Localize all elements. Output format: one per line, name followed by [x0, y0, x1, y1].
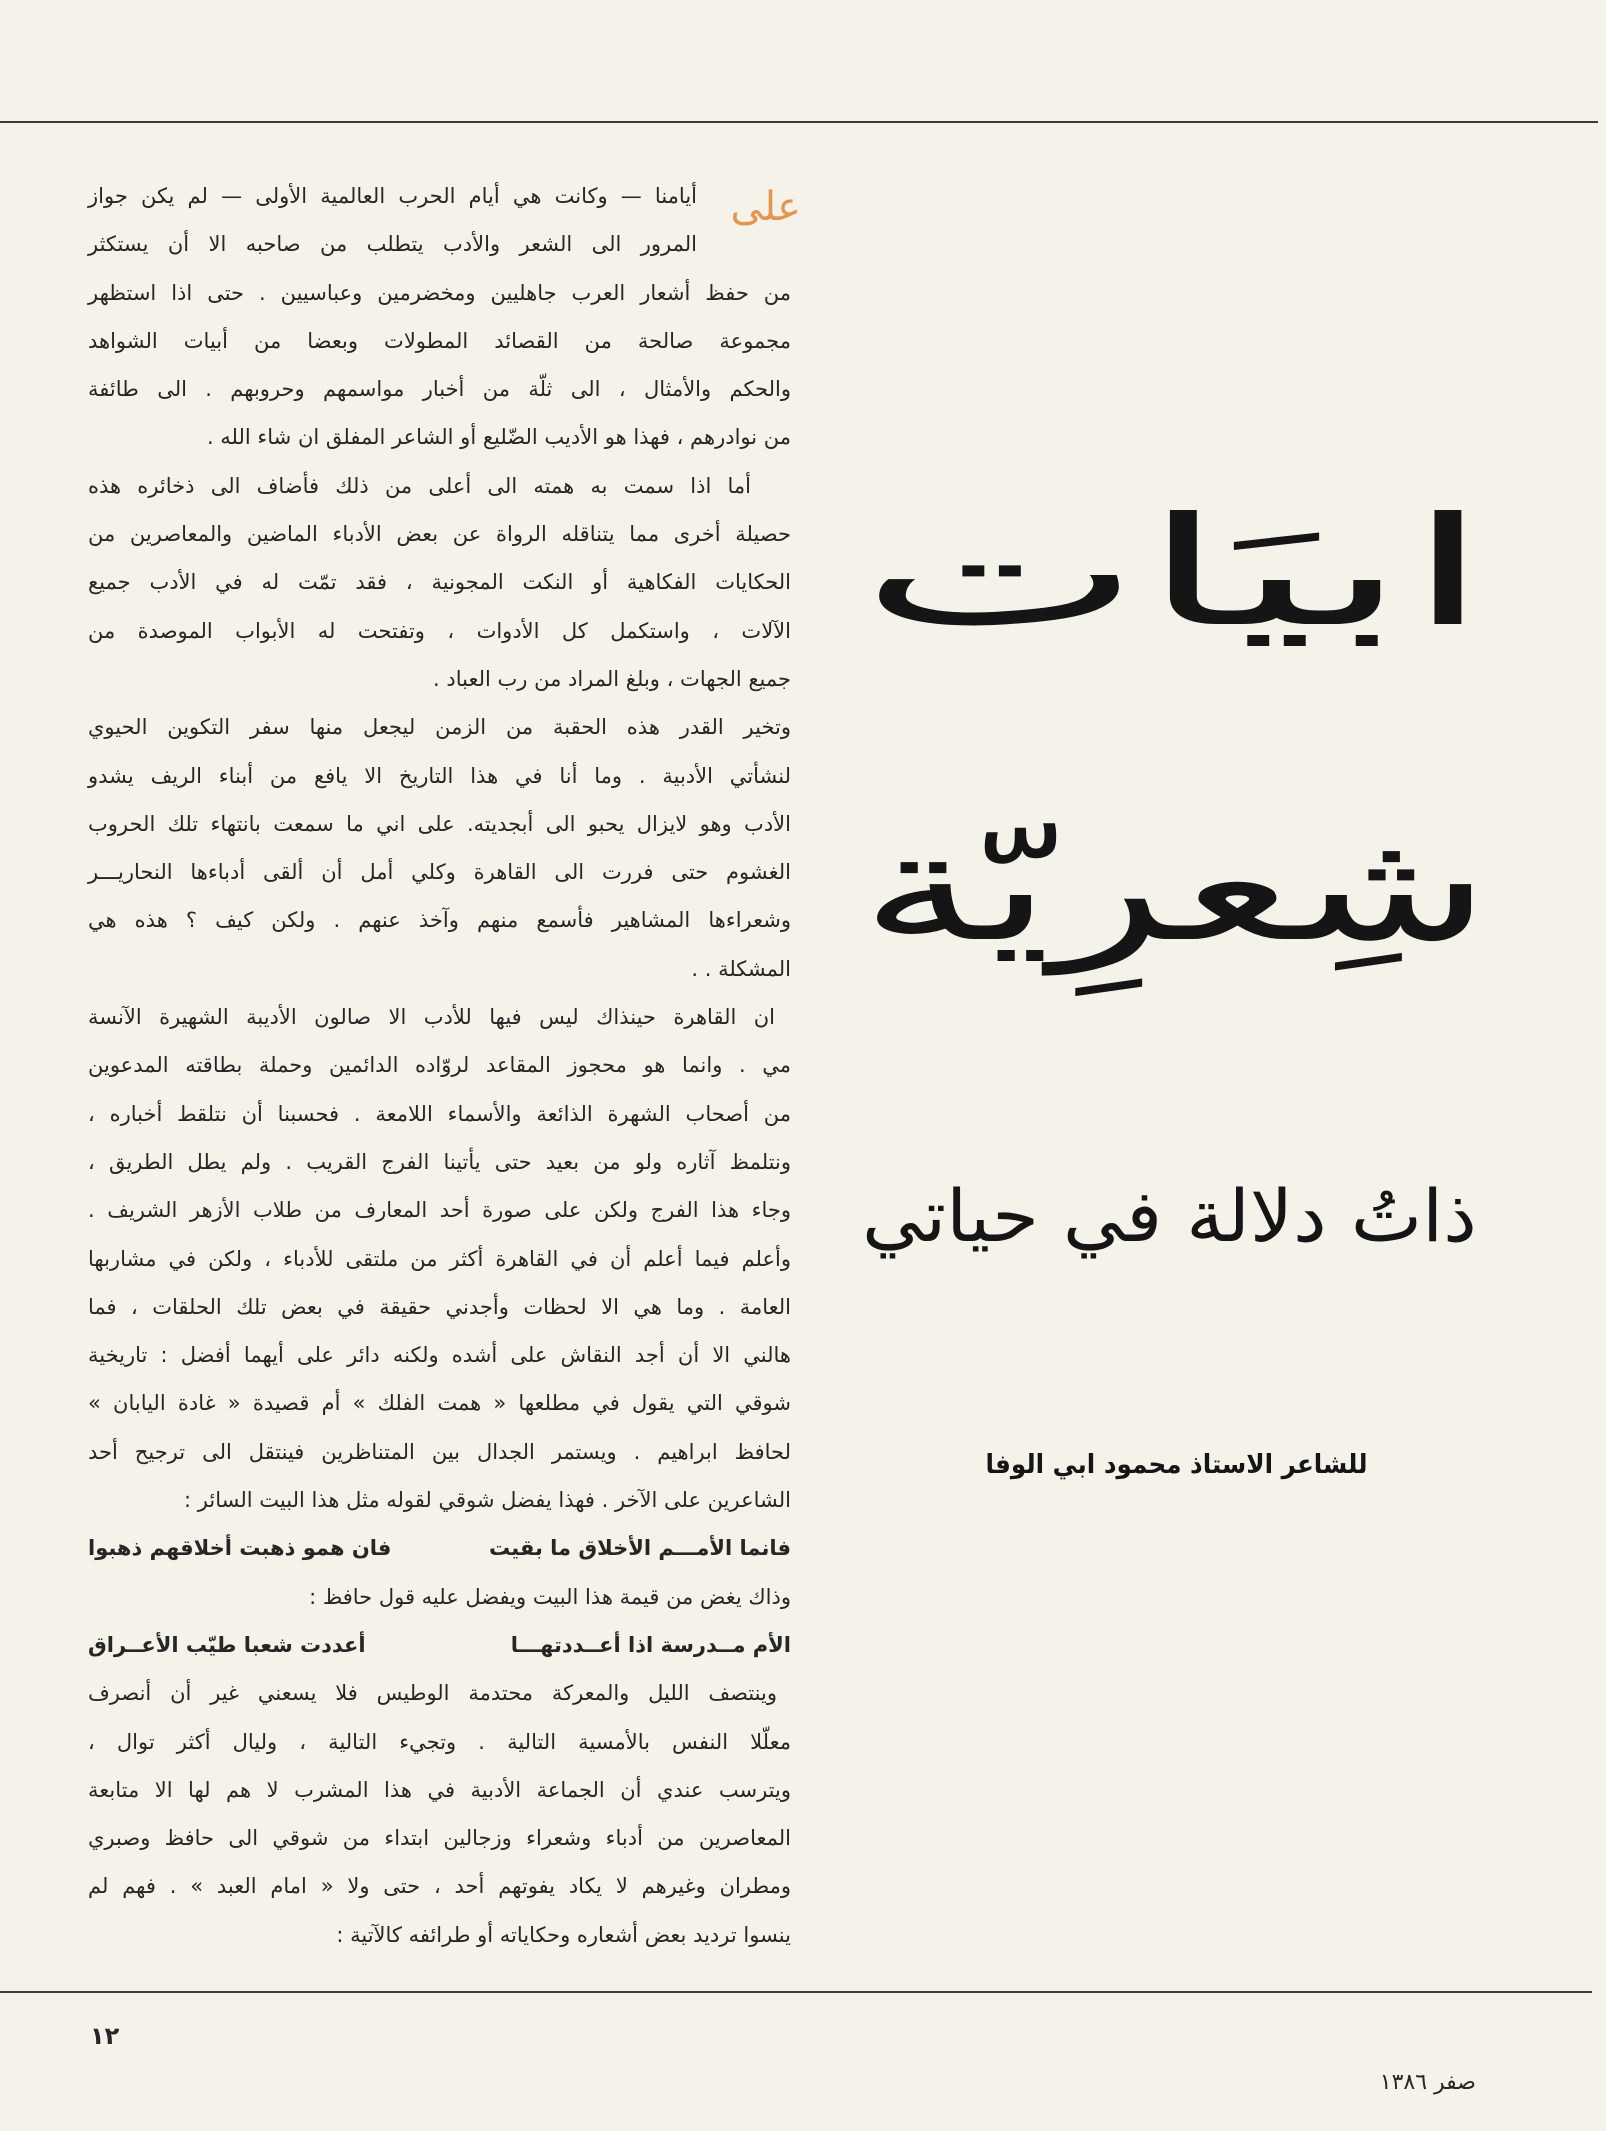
paragraph [88, 703, 791, 993]
verse-hemistich: أعددت شعبا طيّب الأعــراق [88, 1632, 366, 1657]
paragraph [88, 1669, 791, 1959]
top-rule [0, 121, 1598, 123]
text-line: الحكايات الفكاهية أو النكت المجونية ، فقد تمّت له في الأدب جميع [88, 570, 791, 595]
title-line-1 [860, 488, 1490, 658]
text-line: أما اذا سمت به همته الى أعلى من ذلك فأضاف الى ذخائره هذه [88, 473, 751, 498]
text-line: وذاك يغض من قيمة هذا البيت ويفضل عليه قول حافظ : [309, 1584, 791, 1609]
text-line: الغشوم حتى فررت الى القاهرة وكلي أمل أن ألقى أدباءها النحاريـــر [88, 860, 791, 885]
paragraph [88, 1573, 791, 1621]
text-line: مجموعة صالحة من القصائد المطولات وبعضا من أبيات الشواهد [88, 328, 791, 353]
title-line-2 [860, 803, 1490, 973]
title-line-1-text: ابيَات [860, 486, 1490, 660]
verse-hemistich: فانما الأمـــم الأخلاق ما بقيت [489, 1536, 791, 1561]
page-number: ١٢ [90, 2022, 120, 2050]
text-line: وشعراءها المشاهير فأسمع منهم وآخذ عنهم . ولكن كيف ؟ هذه هي [88, 908, 791, 933]
article-body [88, 172, 791, 1959]
verse-hemistich: فان همو ذهبت أخلاقهم ذهبوا [88, 1536, 392, 1561]
text-line: معلّلا النفس بالأمسية التالية . وتجيء التالية ، وليال أكثر توال ، [88, 1729, 791, 1754]
text-line: وجاء هذا الفرج ولكن على صورة أحد المعارف من طلاب الأزهر الشريف . [88, 1198, 791, 1223]
text-line: الآلات ، واستكمل كل الأدوات ، وتفتحت له الأبواب الموصدة من [88, 618, 791, 643]
text-line: من حفظ أشعار العرب جاهليين ومخضرمين وعباسيين . حتى اذا استظهر [88, 280, 791, 305]
verse-hemistich: الأم مــدرسة اذا أعــددتهـــا [510, 1632, 791, 1657]
text-line: الأدب وهو لايزال يحبو الى أبجديته. على اني ما سمعت بانتهاء تلك الحروب [88, 811, 791, 836]
text-line: جميع الجهات ، وبلغ المراد من رب العباد . [433, 666, 791, 691]
issue-date: صفر ١٣٨٦ [1379, 2070, 1476, 2095]
text-line: شوقي التي يقول في مطلعها « همت الفلك » أم قصيدة « غادة اليابان » [88, 1391, 791, 1416]
text-line: لحافظ ابراهيم . ويستمر الجدال بين المتناظرين فينتقل الى ترجيح أحد [88, 1439, 791, 1464]
text-line: هالني الا أن أجد النقاش على أشده ولكنه دائر على أيهما أفضل : تاريخية [88, 1343, 791, 1368]
text-line: العامة . وما هي الا لحظات وأجدني حقيقة في بعض تلك الحلقات ، فما [88, 1294, 791, 1319]
text-line: ومطران وغيرهم لا يكاد يفوتهم أحد ، حتى ولا « امام العبد » . فهم لم [88, 1874, 791, 1899]
subtitle [862, 1171, 1477, 1261]
paragraph [88, 172, 791, 462]
verse-line [88, 1621, 791, 1669]
text-line: ونتلمظ آثاره ولو من بعيد حتى يأتينا الفرج القريب . ولم يطل الطريق ، [88, 1149, 791, 1174]
author-text: للشاعر الاستاذ محمود ابي الوفا [985, 1450, 1367, 1480]
text-line: ان القاهرة حينذاك ليس فيها للأدب الا صالون الأديبة الشهيرة الآنسة [88, 1005, 775, 1030]
paragraph [88, 993, 791, 1524]
paragraph [88, 462, 791, 703]
text-line: أيامنا — وكانت هي أيام الحرب العالمية الأولى — لم يكن جواز [88, 184, 697, 208]
verse-line [88, 1524, 791, 1572]
text-line: المعاصرين من أدباء وشعراء وزجالين ابتداء من شوقي الى حافظ وصبري [88, 1826, 791, 1851]
text-line: المرور الى الشعر والأدب يتطلب من صاحبه الا أن يستكثر [88, 232, 697, 257]
text-line: ينسوا ترديد بعض أشعاره وحكاياته أو طرائفه كالآتية : [336, 1922, 791, 1947]
author-byline [985, 1447, 1367, 1483]
bottom-rule [0, 1991, 1592, 1993]
drop-word: على [730, 184, 801, 230]
text-line: حصيلة أخرى مما يتناقله الرواة عن بعض الأدباء الماضين والمعاصرين من [88, 522, 791, 547]
text-line: وينتصف الليل والمعركة محتدمة الوطيس فلا يسعني غير أن أنصرف [88, 1681, 777, 1706]
text-line: المشكلة . . [691, 956, 791, 981]
subtitle-text: ذاتُ دلالة في حياتي [862, 1174, 1477, 1258]
text-line: لنشأتي الأدبية . وما أنا في هذا التاريخ الا يافع من أبناء الريف يشدو [88, 763, 791, 788]
text-line: مي . وانما هو محجوز المقاعد لروّاده الدائمين وحملة بطاقته المدعوين [88, 1053, 791, 1078]
title-line-2-text: شِعرِيّة [860, 801, 1490, 975]
text-line: وتخير القدر هذه الحقبة من الزمن ليجعل منها سفر التكوين الحيوي [88, 715, 791, 740]
text-line: من أصحاب الشهرة الذائعة والأسماء اللامعة . فحسبنا أن نتلقط أخباره ، [88, 1101, 791, 1126]
text-line: وأعلم فيما أعلم أن في القاهرة أكثر من ملتقى للأدباء ، ولكن في مشاربها [88, 1246, 791, 1271]
text-line: والحكم والأمثال ، الى ثلّة من أخبار مواسمهم وحروبهم . الى طائفة [88, 377, 791, 402]
text-line: من نوادرهم ، فهذا هو الأديب الضّليع أو الشاعر المفلق ان شاء الله . [206, 425, 791, 450]
text-line: الشاعرين على الآخر . فهذا يفضل شوقي لقوله مثل هذا البيت السائر : [184, 1488, 791, 1513]
text-line: ويترسب عندي أن الجماعة الأدبية في هذا المشرب لا هم لها الا متابعة [88, 1777, 791, 1802]
